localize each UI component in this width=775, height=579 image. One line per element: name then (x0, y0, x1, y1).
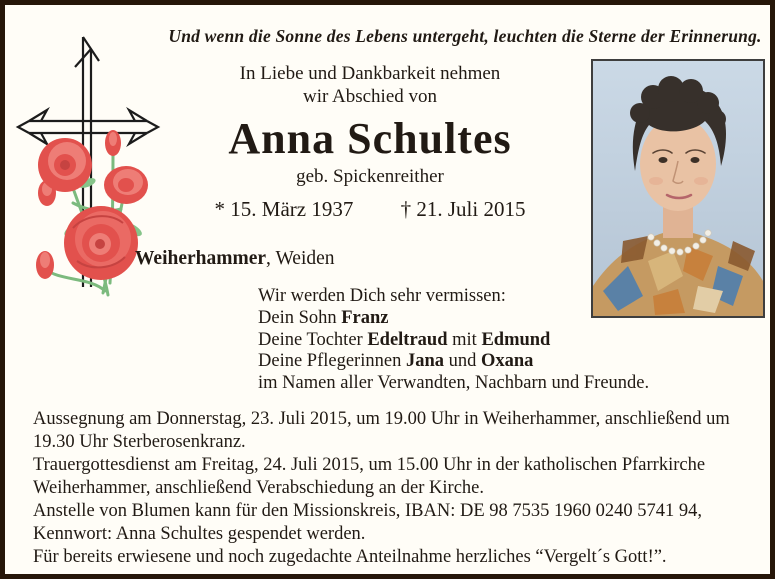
son-prefix: Dein Sohn (258, 307, 342, 328)
daughter-mid: mit (447, 329, 482, 350)
farewell-daughter-line (258, 330, 738, 352)
life-dates (170, 197, 570, 222)
aussegnung-line: Aussegnung am Donnerstag, 23. Juli 2015, um 19.00 Uhr in Weiherhammer, anschließend um 19.30 Uhr Sterberosenkranz. (33, 409, 730, 452)
dank-line: Für bereits erwiesene und noch zugedachte Anteilnahme herzliches “Vergelt´s Gott!”. (33, 547, 667, 567)
carer2-name: Oxana (481, 351, 534, 372)
daughter-prefix: Deine Tochter (258, 329, 368, 350)
deceased-name: Anna Schultes (228, 114, 512, 163)
intro-line-1: In Liebe und Dankbarkeit nehmen (239, 63, 501, 84)
maiden-name: geb. Spickenreither (296, 166, 444, 187)
death-date: † 21. Juli 2015 (400, 197, 526, 221)
carers-mid: und (444, 351, 481, 372)
farewell-intro: Wir werden Dich sehr vermissen: (258, 286, 506, 306)
memorial-quote: Und wenn die Sonne des Lebens untergeht, leuchten die Sterne der Erinnerung. (168, 26, 762, 46)
announcements-block (33, 408, 766, 569)
trauergottesdienst-line: Trauergottesdienst am Freitag, 24. Juli 2015, um 15.00 Uhr in der katholischen Pfarrkirche Weiherhammer, anschließend Verabschiedung an der Kirche. (33, 455, 706, 498)
carers-prefix: Deine Pflegerinnen (258, 351, 406, 372)
daughter-name: Edeltraud (367, 329, 448, 350)
spende-line: Anstelle von Blumen kann für den Missionskreis, IBAN: DE 98 7535 1960 0240 5741 94, Kennwort: Anna Schultes gespendet werden. (33, 501, 703, 544)
son-name: Franz (341, 307, 389, 328)
main-column (170, 62, 570, 222)
carer1-name: Jana (405, 351, 444, 372)
portrait-photo (591, 59, 765, 318)
farewell-closing: im Namen aller Verwandten, Nachbarn und Freunde. (258, 373, 650, 394)
farewell-carers-line (258, 351, 738, 373)
residence-rest: , Weiden (266, 248, 335, 269)
residence-line (135, 248, 335, 270)
birth-date: * 15. März 1937 (214, 197, 354, 221)
residence-town: Weiherhammer (135, 248, 267, 269)
intro-line-2: wir Abschied von (302, 86, 438, 107)
daughter-partner-name: Edmund (481, 329, 551, 350)
